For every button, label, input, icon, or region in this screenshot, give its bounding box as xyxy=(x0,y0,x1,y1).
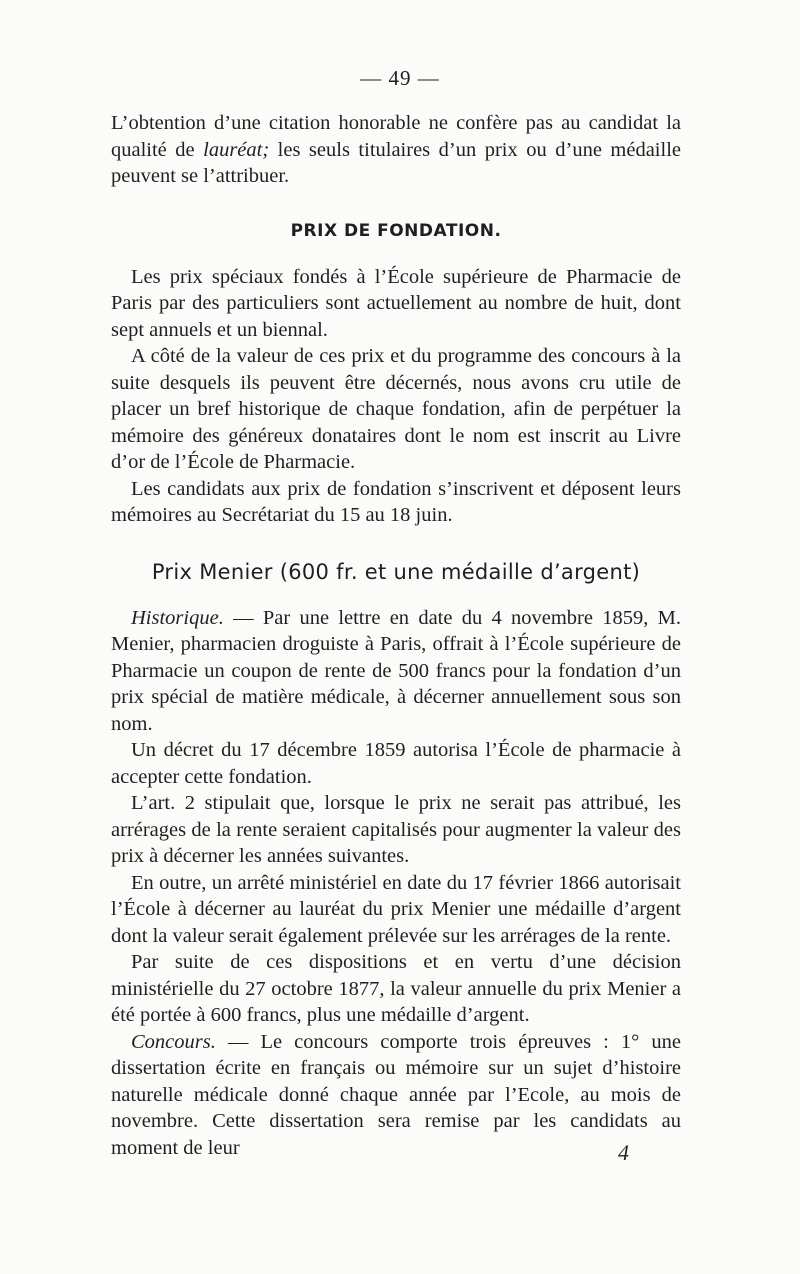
historique-paragraph xyxy=(111,605,681,738)
concours-paragraph xyxy=(111,1029,681,1162)
section-heading: PRIX DE FONDATION. xyxy=(290,220,502,241)
prize-heading: Prix Menier (600 fr. et une médaille d’argent) xyxy=(151,559,641,584)
intro-paragraph xyxy=(111,110,681,190)
section-paragraph: Les candidats aux prix de fondation s’inscrivent et déposent leurs mémoires au Secrétariat du 15 au 18 juin. xyxy=(111,477,681,526)
concours-text: — Le concours comporte trois épreuves : 1° une dissertation écrite en français ou mémoire sur un sujet d’histoire naturelle médicale donné chaque année par l’Ecole, au mois de novembre. Cette dissertation sera remise par les candidats au moment de leur xyxy=(111,1030,681,1159)
page-number: — 49 — xyxy=(360,66,440,90)
prize-paragraph: L’art. 2 stipulait que, lorsque le prix ne serait pas attribué, les arrérages de la rente seraient capitalisés pour augmenter la valeur des prix à décerner les années suivantes. xyxy=(111,792,681,867)
historique-label: Historique. xyxy=(131,606,224,629)
section-paragraph: Les prix spéciaux fondés à l’École supérieure de Pharmacie de Paris par des particuliers sont actuellement au nombre de huit, dont sept annuels et un biennal. xyxy=(111,265,681,341)
prize-paragraph: Un décret du 17 décembre 1859 autorisa l’École de pharmacie à accepter cette fondation. xyxy=(111,739,681,788)
intro-text-rest: les seuls titulaires d’un prix ou d’une médaille peuvent se l’attribuer. xyxy=(111,138,681,187)
intro-text: L’obtention d’une citation honorable ne confère pas au candidat la qualité de xyxy=(111,112,681,161)
page-body xyxy=(111,110,681,1161)
intro-italic-term: lauréat; xyxy=(203,138,270,161)
concours-label: Concours. xyxy=(131,1030,216,1053)
signature-mark: 4 xyxy=(618,1140,629,1165)
section-paragraph: A côté de la valeur de ces prix et du programme des concours à la suite desquels ils peuvent être décernés, nous avons cru utile de placer un bref historique de chaque fondation, afin de perpétuer la mémoire des généreux donataires dont le nom est inscrit au Livre d’or de l’École de Pharmacie. xyxy=(111,345,681,473)
prize-paragraph: Par suite de ces dispositions et en vertu d’une décision ministérielle du 27 octobre 1877, la valeur annuelle du prix Menier a été portée à 600 francs, plus une médaille d’argent. xyxy=(111,951,681,1026)
historique-text: — Par une lettre en date du 4 novembre 1859, M. Menier, pharmacien droguiste à Paris, offrait à l’École supérieure de Pharmacie un coupon de rente de 500 francs pour la fondation d’un prix spécial de matière médicale, à décerner annuellement sous son nom. xyxy=(111,606,681,735)
prize-paragraph: En outre, un arrêté ministériel en date du 17 février 1866 autorisait l’École à décerner au lauréat du prix Menier une médaille d’argent dont la valeur serait également prélevée sur les arrérages de la rente. xyxy=(111,871,681,947)
